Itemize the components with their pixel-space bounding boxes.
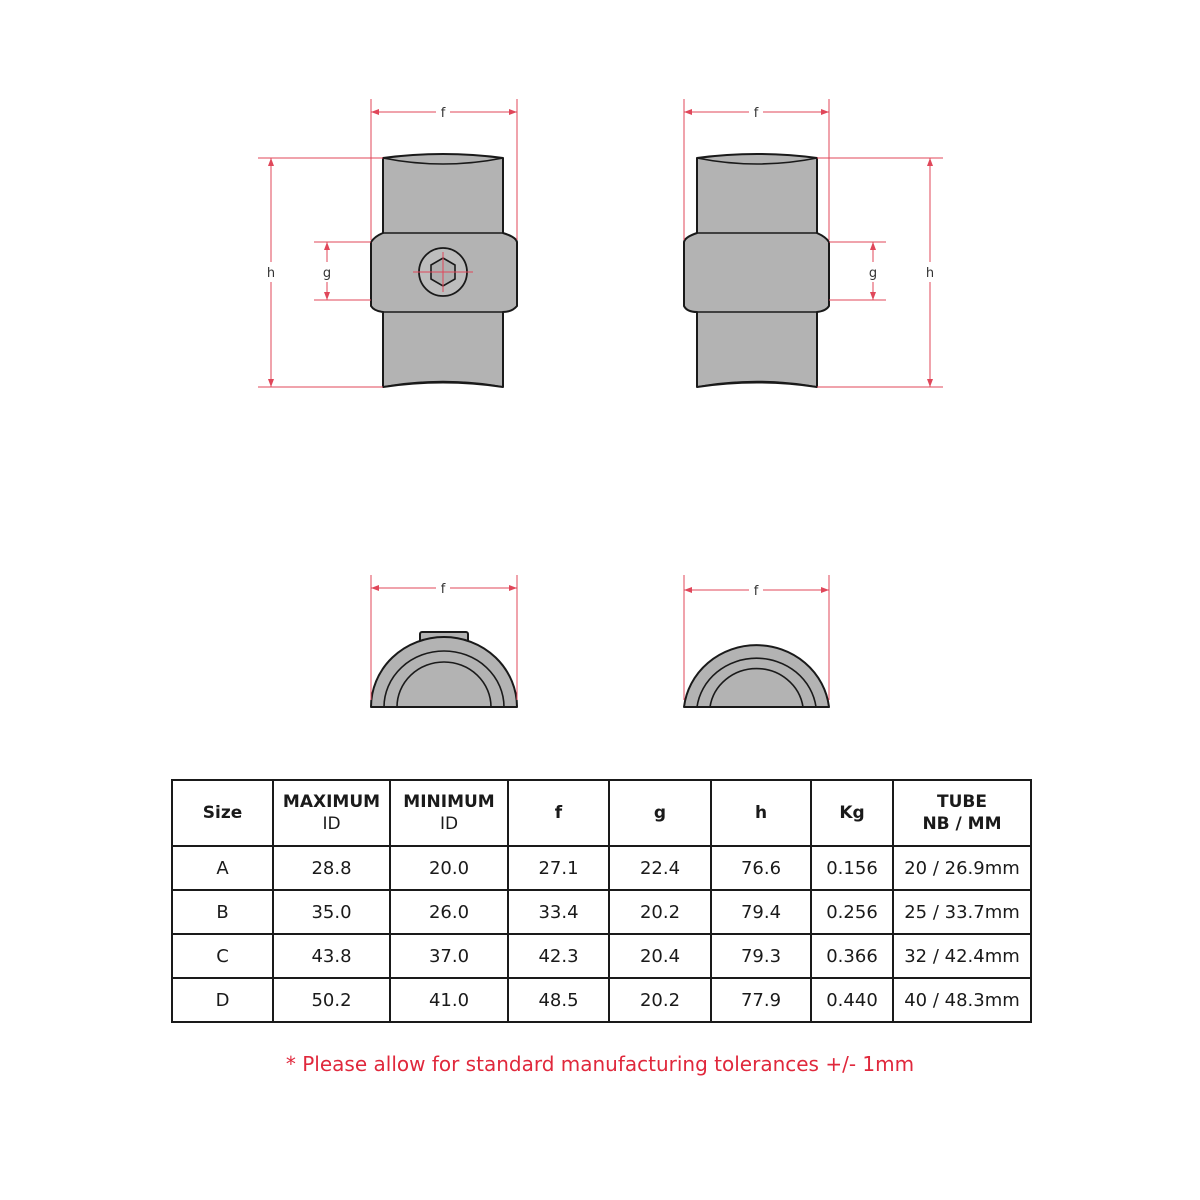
cell-maximum-id: 35.0: [273, 890, 390, 934]
cell-h: 76.6: [711, 846, 811, 890]
dimension-label-g: g: [322, 266, 332, 281]
table-row: [172, 890, 1031, 934]
cell-g: 20.2: [609, 890, 711, 934]
cell-size: B: [172, 890, 273, 934]
front-view-with-screw: [258, 99, 517, 387]
dimensions-table: [171, 779, 1032, 1023]
cell-minimum-id: 37.0: [390, 934, 508, 978]
cell-g: 20.4: [609, 934, 711, 978]
cell-tube: 25 / 33.7mm: [893, 890, 1031, 934]
cell-maximum-id: 50.2: [273, 978, 390, 1022]
cell-size: A: [172, 846, 273, 890]
cell-tube: 40 / 48.3mm: [893, 978, 1031, 1022]
cell-maximum-id: 28.8: [273, 846, 390, 890]
cell-tube: 32 / 42.4mm: [893, 934, 1031, 978]
cell-minimum-id: 26.0: [390, 890, 508, 934]
table-header-row: [172, 780, 1031, 846]
cell-minimum-id: 41.0: [390, 978, 508, 1022]
cell-tube: 20 / 26.9mm: [893, 846, 1031, 890]
dimension-label-f: f: [440, 106, 446, 121]
table-row: [172, 978, 1031, 1022]
header-maximum-id: MAXIMUM ID: [273, 780, 390, 846]
header-size: Size: [172, 780, 273, 846]
side-view: [684, 99, 943, 387]
cell-f: 48.5: [508, 978, 609, 1022]
header-minimum-id: MINIMUM ID: [390, 780, 508, 846]
header-h: h: [711, 780, 811, 846]
dimension-g-front: [314, 242, 371, 300]
cell-g: 22.4: [609, 846, 711, 890]
header-f: f: [508, 780, 609, 846]
cell-f: 27.1: [508, 846, 609, 890]
cell-f: 33.4: [508, 890, 609, 934]
header-tube: TUBE NB / MM: [893, 780, 1031, 846]
cell-kg: 0.440: [811, 978, 893, 1022]
cell-h: 77.9: [711, 978, 811, 1022]
dimension-label-f: f: [440, 582, 446, 597]
cell-kg: 0.256: [811, 890, 893, 934]
header-g: g: [609, 780, 711, 846]
dimension-g-side: [829, 242, 886, 300]
cell-kg: 0.156: [811, 846, 893, 890]
dimension-label-f: f: [753, 106, 759, 121]
cell-g: 20.2: [609, 978, 711, 1022]
table-row: [172, 934, 1031, 978]
top-view-plain: [684, 575, 829, 707]
table-row: [172, 846, 1031, 890]
dimension-label-f: f: [753, 584, 759, 599]
header-kg: Kg: [811, 780, 893, 846]
dimension-label-h: h: [925, 266, 935, 281]
cell-minimum-id: 20.0: [390, 846, 508, 890]
cell-size: D: [172, 978, 273, 1022]
cell-f: 42.3: [508, 934, 609, 978]
cell-kg: 0.366: [811, 934, 893, 978]
dimension-label-h: h: [266, 266, 276, 281]
cell-h: 79.3: [711, 934, 811, 978]
cell-size: C: [172, 934, 273, 978]
tolerance-note: * Please allow for standard manufacturing tolerances +/- 1mm: [285, 1052, 915, 1076]
dimension-label-g: g: [868, 266, 878, 281]
top-view-with-screw: [371, 575, 517, 707]
cell-h: 79.4: [711, 890, 811, 934]
cell-maximum-id: 43.8: [273, 934, 390, 978]
